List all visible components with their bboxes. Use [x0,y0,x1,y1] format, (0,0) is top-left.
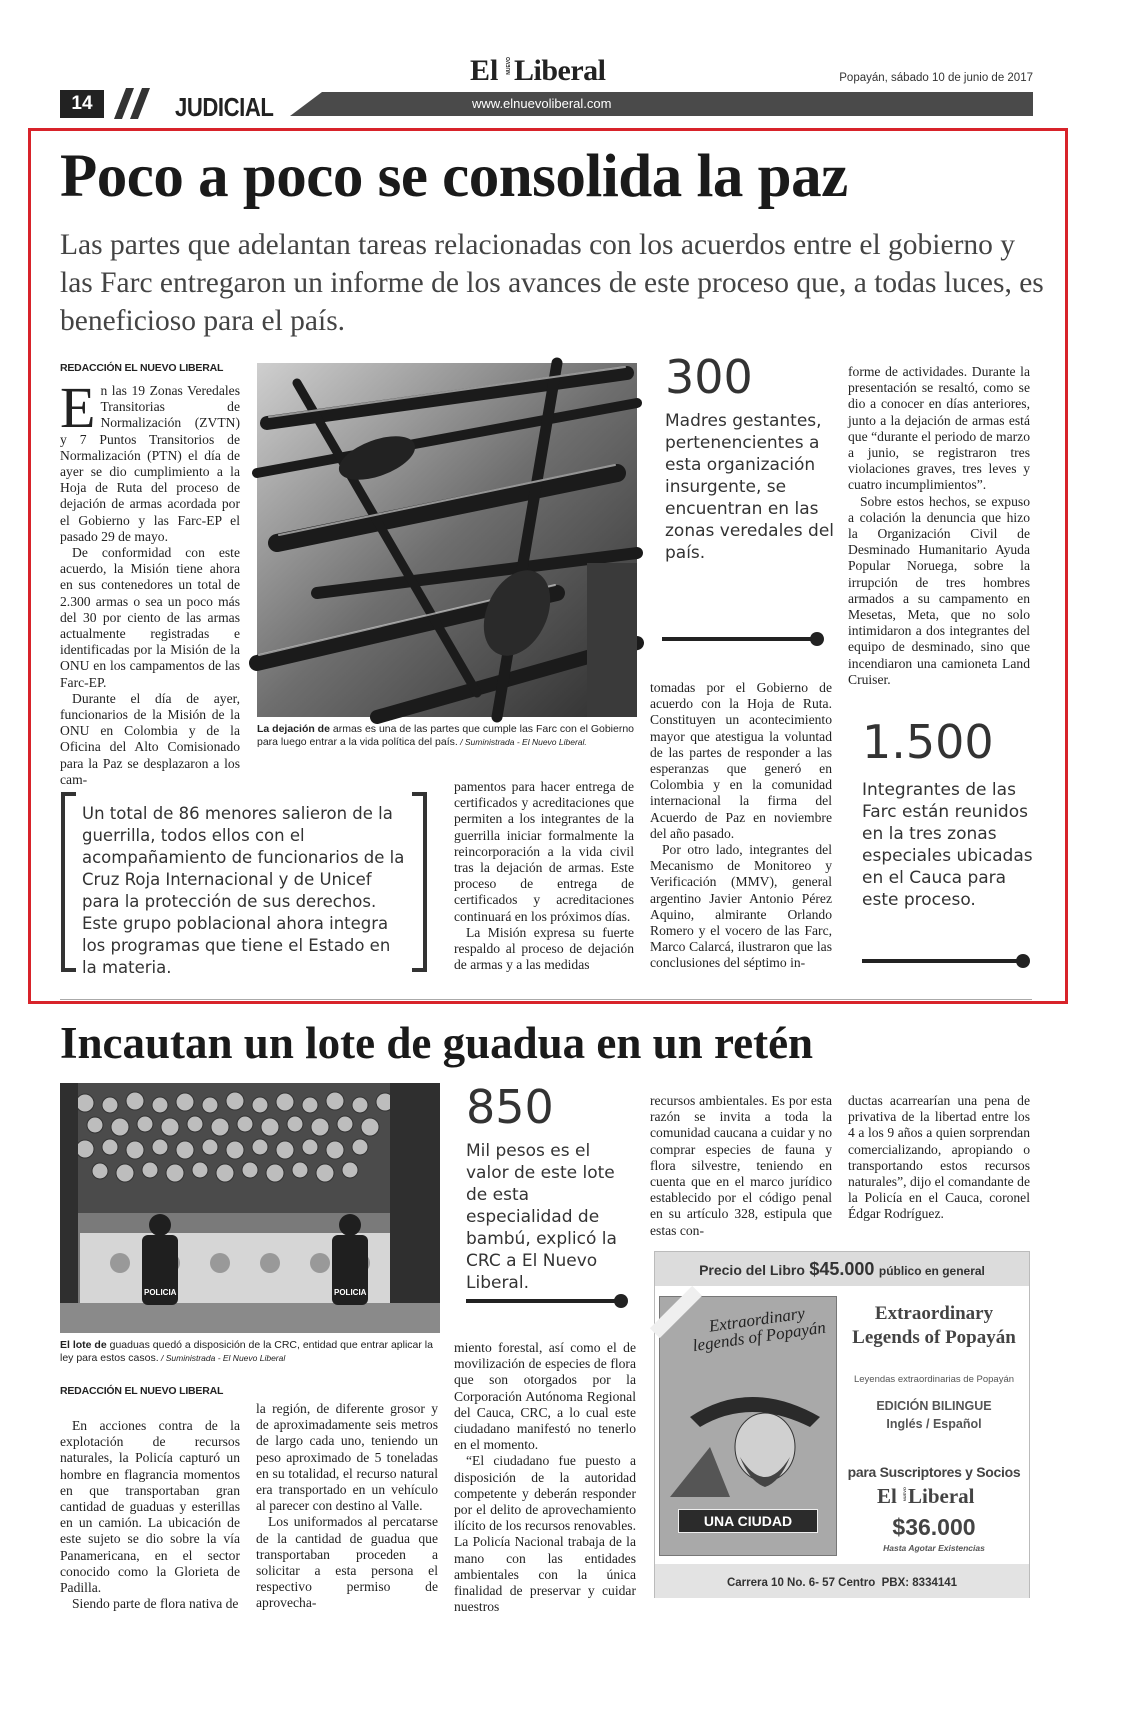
story2-col3-p2: “El ciudadano fue puesto a disposición de la autoridad competente y deberán responder por el delito de aprovechamiento ilícito de los recursos renovables. La Policía Nacional trabaja de la mano con las entidades ambientales con la única finalidad de preservar y cuidar nuestros [454,1453,636,1615]
section-label: JUDICIAL [175,92,274,122]
story2-col3-p1: miento forestal, así como el de movilización de especies de flora que son otorgados por la Corporación Autónoma Regional del Cauca, CRC, a lo cual este ciudadano manifestó no tenerlo en el momento. [454,1340,636,1453]
ad-price-label: Precio del Libro [699,1262,805,1278]
fact-1500-text: Integrantes de las Farc están reunidos en la tres zonas especiales ubicadas en el Cauca para este proceso. [862,780,1033,910]
story1-col1-p3: Durante el día de ayer, funcionarios de la Misión de la ONU en Colombia y de la Oficina del Alto Comisionado para la Paz se desplazaron a los cam- [60,690,240,787]
ad-price-banner [655,1252,1029,1286]
quote-bracket-right-icon [410,792,428,972]
story-divider [60,999,1032,1000]
book-cover-illustration [670,1387,830,1497]
ad-book-title: Extraordinary Legends of Popayán [852,1303,1016,1348]
story1-col1 [60,375,240,787]
police-label-left: POLICIA [144,1288,177,1297]
fact-850-text: Mil pesos es el valor de este lote de esta especialidad de bambú, explicó la CRC a El Nuevo Liberal. [466,1141,617,1293]
story1-col4-p2: Por otro lado, integrantes del Mecanismo de Monitoreo y Verificación (MMV), general argentino Javier Antonio Pérez Aquino, almirante Orlando Romero y el vocero de las Farc, Marco Calarcá, ilustraron que las conclusiones del séptimo in- [650,842,832,971]
story2-col5-p1: ductas acarrearían una pena de privativa de la libertad entre los 4 a los 9 años a quien sorprendan comercializando, apropiando o transportando estos recursos naturales”, dijo el comandante de la Policía en el Cauca, coronel Édgar Rodríguez. [848,1093,1030,1222]
story1-col5 [848,364,1030,698]
ad-para-label: para Suscriptores y Socios [847,1464,1021,1480]
story2-col5 [848,1093,1030,1227]
fact-850-number: 850 [466,1080,554,1134]
fact-1500-number: 1.500 [862,715,994,769]
story1-headline: Poco a poco se consolida la paz [60,143,848,210]
fact-300-dot [810,632,824,646]
book-cover [659,1296,837,1556]
story2-col4 [650,1093,832,1238]
ad-logo-nuevo: NUEVO [902,1487,907,1502]
weapons-photo-caption [257,723,637,749]
story2-headline: Incautan un lote de guadua en un retén [60,1018,814,1068]
ad-logo-el: El [877,1484,897,1508]
story2-col2-p1: la región, de diferente grosor y de aproximadamente seis metros de largo cada uno, teniendo un peso aproximado de 5 toneladas en su totalidad, el recurso natural era transportado en un vehículo al parecer con destino al Valle. [256,1401,438,1514]
masthead [470,54,630,88]
story1-col4-p1: tomadas por el Gobierno de acuerdo con la Hoja de Ruta. Constituyen un acontecimiento mayor que atestigua la voluntad de las partes de responder a las esperanzas que generó en Colombia y en la comunidad internacional la firma del Acuerdo de Paz en noviembre del año pasado. [650,680,832,841]
story1-byline: REDACCIÓN EL NUEVO LIBERAL [60,362,224,374]
guadua-photo-caption [60,1339,440,1365]
dropcap: E [60,375,96,440]
story2-col2 [256,1401,438,1611]
fact-300-rule [662,637,812,641]
ad-subtitle: Leyendas extraordinarias de Popayán [853,1374,1015,1385]
ad-edition: EDICIÓN BILINGUE [876,1399,992,1413]
ad-promo-price: $36.000 [892,1514,976,1540]
header-date: Popayán, sábado 10 de junio de 2017 [839,72,1033,84]
masthead-el: El [470,54,499,87]
guadua-caption-text: guaduas quedó a disposición de la CRC, entidad que entrar aplicar la ley para estos casos. [60,1339,433,1364]
book-cover-band [678,1509,818,1533]
weapons-caption-credit: / Suministrada - El Nuevo Liberal. [457,737,587,747]
story2-col4-p1: recursos ambientales. Es por esta razón se invita a toda la comunidad caucana a cuidar y no comprar especies de fauna y flora silvestre, teniendo en cuenta que en el marco jurídico establecido por el código penal en su artículo 328, estipula que estas con- [650,1093,832,1238]
story1-col3 [454,779,634,979]
fact-1500-rule [862,959,1022,963]
pull-quote: Un total de 86 menores salieron de la guerrilla, todos ellos con el acompañamiento de funcionarios de la Cruz Roja Internacional y de Unicef para la protección de sus derechos. Este grupo poblacional ahora integra los programas que tiene el Estado en la materia. [82,804,405,977]
weapons-photo [257,363,637,717]
ad-price-suffix: público en general [878,1264,985,1278]
section-slash-icon [112,86,156,120]
ad-languages: Inglés / Español [886,1417,982,1431]
story1-col4 [650,680,832,978]
fact-850-dot [614,1294,628,1308]
story1-col5-p1: forme de actividades. Durante la presentación se resaltó, como se dio a conocer en días anteriores, junto a la dejación de armas está que “durante el periodo de marzo a junio, se registraron tres violaciones graves, tres leves y cuatro incumplimientos”. [848,364,1030,493]
website-url[interactable]: www.elnuevoliberal.com [472,96,612,111]
story1-col1-p1: n las 19 Zonas Veredales Transitorias de Normalización (ZVTN) y 7 Puntos Transitorios de Normalización (PTN) el día de ayer se dio cumplimiento a la Hoja de Ruta del proceso de dejación de armas acordada por el Gobierno y las Farc-EP el pasado 29 de mayo. [60,383,240,544]
fact-300-text: Madres gestantes, pertenencientes a esta organización insurgente, se encuentran en las zonas veredales del país. [665,411,834,563]
fact-300-number: 300 [665,350,753,404]
fact-300 [665,352,835,564]
fact-1500-dot [1016,954,1030,968]
page-number: 14 [71,93,93,114]
ad-logo [877,1484,997,1510]
story1-col1-p2: De conformidad con este acuerdo, la Misión tiene ahora en sus contenedores un total de 2.300 armas o sea un poco más del 30 por ciento de las armas actualmente registradas e identificadas por la Misión de la ONU en los campamentos de las Farc-EP. [60,545,240,690]
guadua-photo-image [60,1083,440,1333]
fact-850-rule [466,1299,616,1303]
fact-850 [466,1082,626,1294]
page-number-box [60,90,104,118]
story2-col1-p2: Siendo parte de flora nativa de [72,1596,239,1612]
police-label-right: POLICIA [334,1288,367,1297]
weapons-photo-image [257,363,637,717]
guadua-caption-lead: El lote de [60,1339,107,1351]
story1-col3-p1: pamentos para hacer entrega de certificados y acreditaciones que permiten a los integrantes de la guerrilla iniciar formalmente la reincorporación a la vida civil tras la dejación de armas. Este proceso de entrega de certificados y acreditaciones continuará en los próximos días. [454,779,634,924]
story1-col5-p2: Sobre estos hechos, se expuso a colación la denuncia que hizo la Organización Civil de Desminado Humanitario Ayuda Popular Noruega, sobre la irrupción de tres hombres armados a su campamento en Mesetas, Meta, que no solo intimidaron a dos integrantes del equipo de desminado, sino que incendiaron una camioneta Land Cruiser. [848,493,1030,687]
ad-logo-liberal: Liberal [908,1484,975,1508]
book-cover-band-text: UNA CIUDAD [703,1513,793,1529]
book-cover-title: Extraordinary legends of Popayán [691,1303,827,1356]
story1-deck: Las partes que adelantan tareas relacionadas con los acuerdos entre el gobierno y las Farc entregaron un informe de los avances de este proceso que, a todas luces, es beneficioso para el país. [60,229,1044,337]
story1-col3-p2: La Misión expresa su fuerte respaldo al proceso de dejación de armas y a las medidas [454,924,634,973]
quote-bracket-left-icon [60,792,78,972]
header-bar [322,92,1033,116]
ad-price: $45.000 [809,1259,875,1279]
story2-col1 [60,1418,240,1610]
guadua-caption-credit: / Suministrada - El Nuevo Liberal [158,1353,286,1363]
weapons-caption-lead: La dejación de [257,723,330,735]
ad-address: Carrera 10 No. 6- 57 Centro PBX: 8334141 [726,1577,958,1589]
story2-col3 [454,1340,636,1615]
fact-1500 [862,717,1042,911]
masthead-nuevo: NUEVO [506,57,512,75]
weapons-caption-text: armas es una de las partes que cumple las Farc con el Gobierno para luego entrar a la vida política del país. [257,723,635,748]
header-bar-notch [290,92,322,116]
ad-promo-note: Hasta Agotar Existencias [883,1543,985,1553]
guadua-photo [60,1083,440,1333]
story2-col1-p1: En acciones contra de la explotación de recursos naturales, la Policía capturó un hombre en flagrancia momentos en que transportaban gran cantidad de guaduas y esterillas en un camión. La ubicación de este sujeto se dio sobre la vía Panamericana, en el sector conocido como la Glorieta de Padilla. [60,1418,240,1596]
masthead-liberal: Liberal [514,54,606,87]
story2-col2-p2: Los uniformados al percatarse de la cantidad de guadua que transportaban proceden a solicitar a esta persona el respectivo permiso de aprovecha- [256,1514,438,1611]
book-ad[interactable] [654,1251,1030,1598]
ad-address-bar [655,1564,1029,1598]
story2-byline: REDACCIÓN EL NUEVO LIBERAL [60,1385,224,1397]
